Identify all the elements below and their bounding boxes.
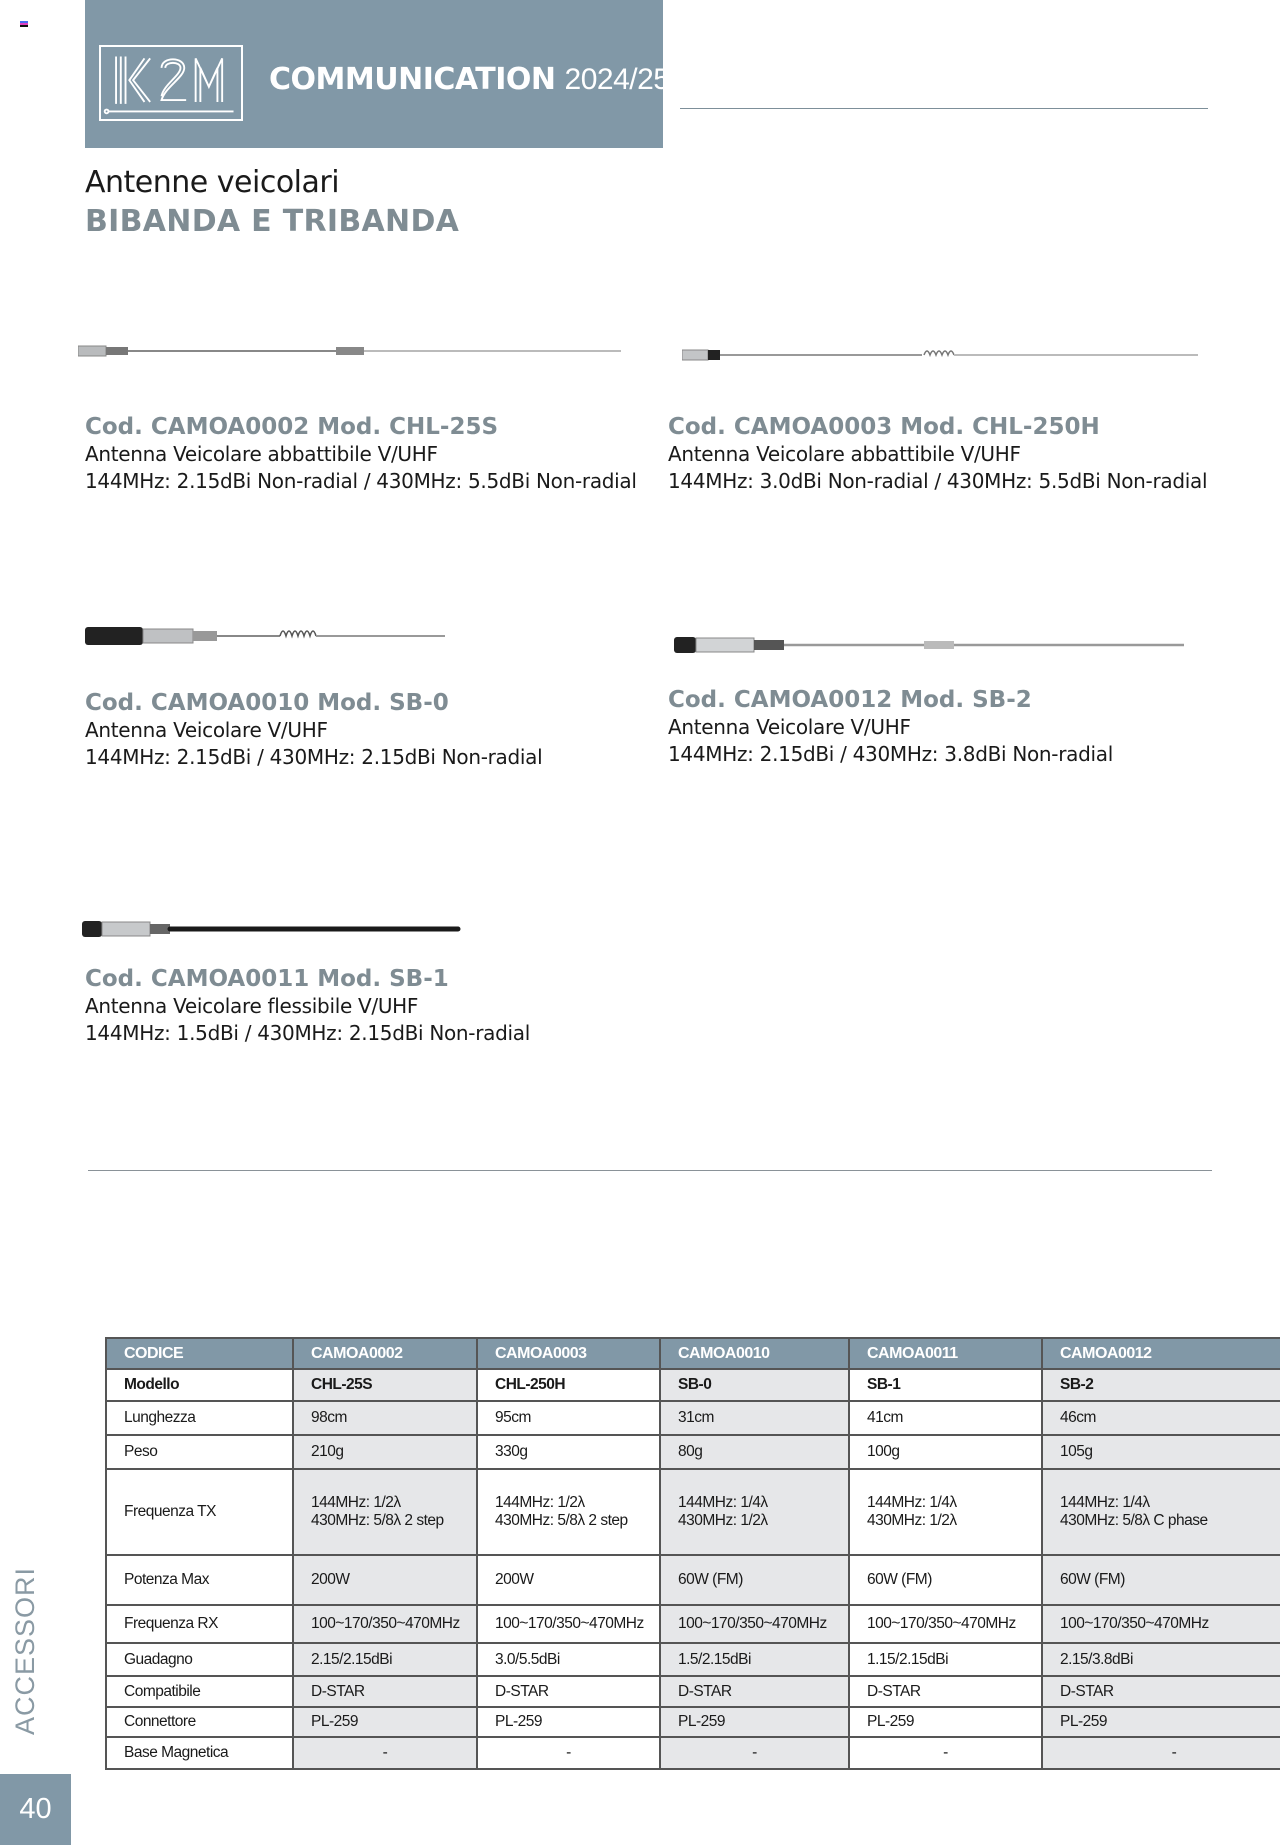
table-cell: 100~170/350~470MHz — [1042, 1605, 1280, 1643]
table-cell: 100~170/350~470MHz — [477, 1605, 660, 1643]
page-title: Antenne veicolari — [85, 165, 340, 200]
table-cell: 100~170/350~470MHz — [660, 1605, 849, 1643]
product-title: Cod. CAMOA0012 Mod. SB-2 — [668, 687, 1032, 713]
product-description: Antenna Veicolare flessibile V/UHF — [85, 994, 419, 1018]
table-cell: D-STAR — [849, 1676, 1042, 1707]
print-color-marker — [20, 21, 28, 27]
row-label: Compatibile — [106, 1676, 293, 1707]
table-cell: 144MHz: 1/4λ 430MHz: 1/2λ — [849, 1469, 1042, 1555]
table-cell: 330g — [477, 1435, 660, 1469]
table-row — [106, 1469, 1280, 1555]
table-row — [106, 1643, 1280, 1676]
table-cell: SB-0 — [660, 1369, 849, 1401]
table-cell: 41cm — [849, 1401, 1042, 1435]
table-cell: CAMOA0002 — [293, 1338, 477, 1369]
table-cell: 210g — [293, 1435, 477, 1469]
table-cell: PL-259 — [293, 1707, 477, 1737]
antenna-image-sb-1 — [82, 918, 462, 940]
table-cell: PL-259 — [849, 1707, 1042, 1737]
product-specs: 144MHz: 3.0dBi Non-radial / 430MHz: 5.5dBi Non-radial — [668, 469, 1208, 493]
brand-name: COMMUNICATION — [269, 62, 556, 97]
row-label: Potenza Max — [106, 1555, 293, 1605]
table-cell: 60W (FM) — [660, 1555, 849, 1605]
table-cell: 98cm — [293, 1401, 477, 1435]
row-label: Base Magnetica — [106, 1737, 293, 1769]
table-cell: SB-2 — [1042, 1369, 1280, 1401]
table-cell: D-STAR — [293, 1676, 477, 1707]
page-number: 40 — [0, 1774, 71, 1845]
row-label: Lunghezza — [106, 1401, 293, 1435]
table-cell: D-STAR — [660, 1676, 849, 1707]
spec-table — [105, 1337, 1280, 1770]
table-cell: 2.15/3.8dBi — [1042, 1643, 1280, 1676]
table-cell: - — [849, 1737, 1042, 1769]
antenna-image-chl-250h — [682, 346, 1200, 364]
table-cell: 80g — [660, 1435, 849, 1469]
k2m-logo — [99, 45, 243, 121]
table-cell: 3.0/5.5dBi — [477, 1643, 660, 1676]
table-cell: CAMOA0010 — [660, 1338, 849, 1369]
table-cell: - — [293, 1737, 477, 1769]
row-label: Connettore — [106, 1707, 293, 1737]
table-cell: CAMOA0012 — [1042, 1338, 1280, 1369]
table-cell: 100~170/350~470MHz — [293, 1605, 477, 1643]
row-label: Frequenza TX — [106, 1469, 293, 1555]
brand-year: 2024/25 — [564, 63, 670, 96]
section-divider — [88, 1170, 1212, 1171]
page-subtitle: BIBANDA E TRIBANDA — [85, 204, 460, 239]
product-title: Cod. CAMOA0011 Mod. SB-1 — [85, 966, 449, 992]
table-row — [106, 1435, 1280, 1469]
antenna-image-sb-2 — [674, 634, 1186, 656]
table-cell: D-STAR — [1042, 1676, 1280, 1707]
table-cell: PL-259 — [1042, 1707, 1280, 1737]
table-cell: 95cm — [477, 1401, 660, 1435]
table-cell: 144MHz: 1/4λ 430MHz: 1/2λ — [660, 1469, 849, 1555]
antenna-image-sb-0 — [85, 624, 450, 648]
table-cell: 144MHz: 1/4λ 430MHz: 5/8λ C phase — [1042, 1469, 1280, 1555]
table-cell: CAMOA0011 — [849, 1338, 1042, 1369]
table-cell: CHL-250H — [477, 1369, 660, 1401]
table-row — [106, 1707, 1280, 1737]
table-cell: 144MHz: 1/2λ 430MHz: 5/8λ 2 step — [477, 1469, 660, 1555]
table-cell: - — [477, 1737, 660, 1769]
table-cell: CAMOA0003 — [477, 1338, 660, 1369]
product-title: Cod. CAMOA0010 Mod. SB-0 — [85, 690, 449, 716]
table-cell: 46cm — [1042, 1401, 1280, 1435]
row-label: CODICE — [106, 1338, 293, 1369]
section-side-label: ACCESSORI — [10, 1566, 40, 1735]
product-title: Cod. CAMOA0003 Mod. CHL-250H — [668, 414, 1100, 440]
product-description: Antenna Veicolare abbattibile V/UHF — [668, 442, 1021, 466]
product-description: Antenna Veicolare abbattibile V/UHF — [85, 442, 438, 466]
table-row — [106, 1605, 1280, 1643]
table-cell: SB-1 — [849, 1369, 1042, 1401]
table-row — [106, 1676, 1280, 1707]
product-description: Antenna Veicolare V/UHF — [85, 718, 328, 742]
row-label: Frequenza RX — [106, 1605, 293, 1643]
table-cell: 31cm — [660, 1401, 849, 1435]
row-label: Modello — [106, 1369, 293, 1401]
table-header-row — [106, 1338, 1280, 1369]
table-row — [106, 1401, 1280, 1435]
brand-title — [269, 62, 670, 97]
table-row — [106, 1737, 1280, 1769]
table-cell: 144MHz: 1/2λ 430MHz: 5/8λ 2 step — [293, 1469, 477, 1555]
table-cell: 60W (FM) — [849, 1555, 1042, 1605]
table-cell: 105g — [1042, 1435, 1280, 1469]
table-cell: 200W — [477, 1555, 660, 1605]
table-cell: 1.5/2.15dBi — [660, 1643, 849, 1676]
table-cell: 200W — [293, 1555, 477, 1605]
product-specs: 144MHz: 1.5dBi / 430MHz: 2.15dBi Non-radial — [85, 1021, 530, 1045]
table-cell: 60W (FM) — [1042, 1555, 1280, 1605]
antenna-image-chl-25s — [78, 342, 623, 360]
table-cell: 100g — [849, 1435, 1042, 1469]
table-row — [106, 1369, 1280, 1401]
product-title: Cod. CAMOA0002 Mod. CHL-25S — [85, 414, 499, 440]
header-divider — [680, 108, 1208, 109]
table-cell: - — [660, 1737, 849, 1769]
product-specs: 144MHz: 2.15dBi / 430MHz: 2.15dBi Non-radial — [85, 745, 543, 769]
header-banner — [85, 0, 670, 148]
table-cell: PL-259 — [660, 1707, 849, 1737]
table-cell: D-STAR — [477, 1676, 660, 1707]
table-cell: 1.15/2.15dBi — [849, 1643, 1042, 1676]
table-cell: - — [1042, 1737, 1280, 1769]
row-label: Guadagno — [106, 1643, 293, 1676]
product-specs: 144MHz: 2.15dBi Non-radial / 430MHz: 5.5dBi Non-radial — [85, 469, 637, 493]
table-cell: 2.15/2.15dBi — [293, 1643, 477, 1676]
table-cell: 100~170/350~470MHz — [849, 1605, 1042, 1643]
table-cell: PL-259 — [477, 1707, 660, 1737]
table-row — [106, 1555, 1280, 1605]
product-description: Antenna Veicolare V/UHF — [668, 715, 911, 739]
table-cell: CHL-25S — [293, 1369, 477, 1401]
row-label: Peso — [106, 1435, 293, 1469]
product-specs: 144MHz: 2.15dBi / 430MHz: 3.8dBi Non-radial — [668, 742, 1113, 766]
